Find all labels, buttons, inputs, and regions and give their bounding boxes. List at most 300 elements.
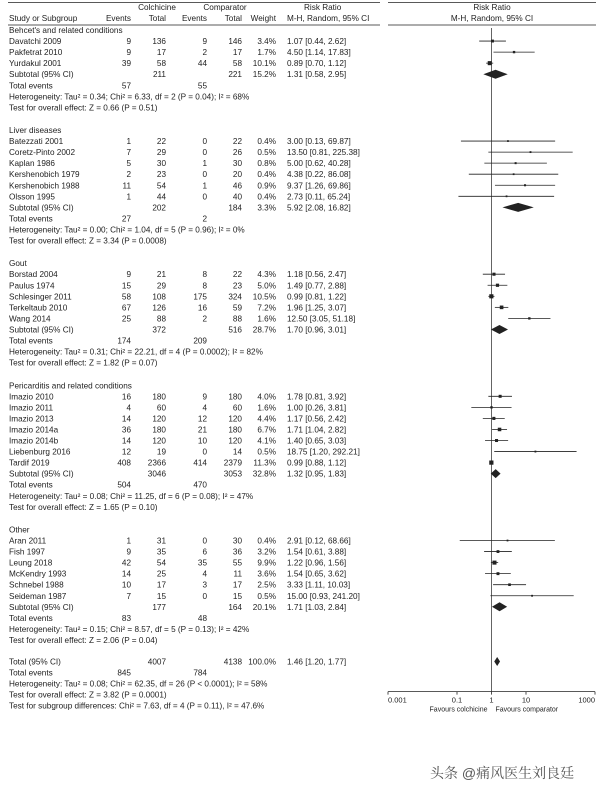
overall-ci: 1.46 [1.20, 1.77] [287,657,347,667]
total-colchicine: 29 [156,148,166,158]
risk-ratio-ci: 13.50 [0.81, 225.38] [287,148,360,158]
events-colchicine: 5 [126,159,131,169]
overall-diamond [494,657,500,666]
events-comparator: 1 [202,159,207,169]
events-comparator: 12 [197,414,207,424]
heterogeneity-text: Heterogeneity: Tau² = 0.31; Chi² = 22.21, df = 4 (P = 0.0002); I² = 82% [9,347,263,357]
events-comparator: 8 [202,281,207,291]
total-colchicine: 44 [156,192,166,202]
study-name: Davatchi 2009 [9,37,62,47]
study-name: Imazio 2014a [9,425,59,435]
study-name: Fish 1997 [9,547,45,557]
study-name: Olsson 1995 [9,192,55,202]
subtotal-diamond [492,602,507,611]
study-name: Borstad 2004 [9,270,58,280]
subtotal-ci: 1.70 [0.96, 3.01] [287,325,347,335]
events-comparator: 6 [202,547,207,557]
events-colchicine: 11 [122,181,131,191]
risk-ratio-ci: 1.22 [0.96, 1.56] [287,558,347,568]
study-name: Yurdakul 2001 [9,59,62,69]
study-name: Kershenobich 1979 [9,170,80,180]
subtotal-weight: 3.3% [257,203,276,213]
events-colchicine: 16 [121,392,131,402]
subtotal-ci: 1.71 [1.03, 2.84] [287,602,347,612]
x-axis-tick-label: 1000 [578,695,595,705]
risk-ratio-ci: 1.54 [0.61, 3.88] [287,547,347,557]
header-total-2: Total [224,14,242,23]
total-events-colchicine: 83 [121,613,131,623]
overall-effect-text: Test for overall effect: Z = 0.66 (P = 0.51) [9,103,158,113]
total-events-colchicine: 504 [117,480,131,490]
weight-value: 0.5% [257,591,276,601]
subtotal-total-colchicine: 3046 [147,469,166,479]
weight-value: 1.6% [257,314,276,324]
events-colchicine: 9 [126,48,131,58]
events-comparator: 0 [202,536,207,546]
point-estimate-square [497,550,500,553]
events-colchicine: 9 [126,270,131,280]
total-comparator: 22 [232,270,242,280]
risk-ratio-ci: 1.96 [1.25, 3.07] [287,303,347,313]
risk-ratio-ci: 1.78 [0.81, 3.92] [287,392,347,402]
events-comparator: 4 [202,403,207,413]
events-colchicine: 7 [126,148,131,158]
events-comparator: 3 [202,580,207,590]
study-name: Imazio 2011 [9,403,53,413]
subgroup-title: Liver diseases [9,126,62,136]
risk-ratio-ci: 18.75 [1.20, 292.21] [287,447,360,457]
subtotal-total-comparator: 516 [228,325,242,335]
total-events-label: Total events [9,613,53,623]
heterogeneity-text: Heterogeneity: Tau² = 0.15; Chi² = 8.57, df = 5 (P = 0.13); I² = 42% [9,624,250,634]
risk-ratio-ci: 4.50 [1.14, 17.83] [287,48,351,58]
study-name: Kershenobich 1988 [9,181,80,191]
events-comparator: 8 [202,270,207,280]
weight-value: 4.1% [257,436,276,446]
risk-ratio-ci: 1.17 [0.56, 2.42] [287,414,347,424]
study-name: Aran 2011 [9,536,47,546]
total-colchicine: 60 [156,403,166,413]
subtotal-diamond [483,70,507,79]
weight-value: 3.6% [257,569,276,579]
overall-heterogeneity: Heterogeneity: Tau² = 0.08; Chi² = 62.35, df = 26 (P < 0.0001); I² = 58% [9,679,268,689]
weight-value: 10.1% [252,59,276,69]
x-axis-tick-label: 0.1 [451,695,463,705]
study-name: Liebenburg 2016 [9,447,71,457]
events-colchicine: 4 [126,403,131,413]
subtotal-weight: 15.2% [252,70,276,80]
events-comparator: 175 [193,292,207,302]
point-estimate-square [498,428,502,432]
events-comparator: 1 [202,181,207,191]
weight-value: 0.4% [257,170,276,180]
risk-ratio-ci: 1.00 [0.26, 3.81] [287,403,347,413]
events-colchicine: 1 [126,192,131,202]
events-colchicine: 9 [126,547,131,557]
events-colchicine: 7 [126,591,131,601]
study-name: Coretz-Pinto 2002 [9,148,75,158]
total-comparator: 30 [232,159,242,169]
point-estimate-square [508,583,511,586]
risk-ratio-ci: 3.33 [1.11, 10.03] [287,580,351,590]
total-comparator: 55 [232,558,242,568]
subtotal-total-comparator: 164 [228,602,242,612]
total-colchicine: 108 [152,292,166,302]
weight-value: 3.2% [257,547,276,557]
weight-value: 10.5% [252,292,276,302]
study-name: Imazio 2014b [9,436,59,446]
weight-value: 5.0% [257,281,276,291]
x-axis-tick-label: 10 [521,695,531,705]
point-estimate-square [513,173,515,175]
point-estimate-square [513,51,515,53]
events-colchicine: 25 [121,314,131,324]
total-colchicine: 19 [156,447,166,457]
study-name: Batezzati 2001 [9,137,64,147]
overall-weight: 100.0% [248,657,276,667]
weight-value: 0.9% [257,181,276,191]
weight-value: 4.4% [257,414,276,424]
weight-value: 0.8% [257,159,276,169]
total-colchicine: 54 [156,558,166,568]
point-estimate-square [492,273,495,276]
events-comparator: 10 [197,436,207,446]
point-estimate-square [492,561,496,565]
study-name: McKendry 1993 [9,569,67,579]
events-colchicine: 15 [121,281,131,291]
weight-value: 6.7% [257,425,276,435]
weight-value: 3.4% [257,37,276,47]
overall-total-events-colchicine: 845 [117,668,131,678]
total-colchicine: 136 [152,37,166,47]
study-name: Wang 2014 [9,314,51,324]
point-estimate-square [500,306,504,310]
total-colchicine: 120 [152,414,166,424]
weight-value: 0.5% [257,148,276,158]
events-colchicine: 1 [126,536,131,546]
total-colchicine: 54 [156,181,166,191]
subgroup-differences-test: Test for subgroup differences: Chi² = 7.63, df = 4 (P = 0.11), I² = 47.6% [9,701,265,711]
subtotal-label: Subtotal (95% CI) [9,70,74,80]
total-colchicine: 25 [156,569,166,579]
total-colchicine: 30 [156,159,166,169]
risk-ratio-ci: 15.00 [0.93, 241.20] [287,591,360,601]
study-name: Seideman 1987 [9,591,67,601]
events-colchicine: 14 [121,569,131,579]
study-name: Imazio 2010 [9,392,54,402]
subtotal-label: Subtotal (95% CI) [9,325,74,335]
x-axis-tick-label: 0.001 [388,695,407,705]
risk-ratio-ci: 1.49 [0.77, 2.88] [287,281,347,291]
total-comparator: 146 [228,37,242,47]
total-comparator: 120 [228,436,242,446]
total-comparator: 46 [232,181,242,191]
weight-value: 2.5% [257,580,276,590]
overall-total-colchicine: 4007 [147,657,166,667]
events-colchicine: 9 [126,37,131,47]
events-colchicine: 58 [121,292,131,302]
total-comparator: 17 [232,48,242,58]
total-colchicine: 88 [156,314,166,324]
events-comparator: 9 [202,392,207,402]
overall-total-events-label: Total events [9,668,53,678]
overall-effect: Test for overall effect: Z = 3.82 (P = 0.0001) [9,690,167,700]
total-colchicine: 120 [152,436,166,446]
total-comparator: 11 [233,569,242,579]
study-name: Kaplan 1986 [9,159,55,169]
study-name: Pakfetrat 2010 [9,48,63,58]
risk-ratio-ci: 1.71 [1.04, 2.82] [287,425,347,435]
weight-value: 0.4% [257,137,276,147]
favours-right-label: Favours comparator [495,706,559,714]
study-name: Paulus 1974 [9,281,55,291]
events-colchicine: 14 [121,414,131,424]
total-comparator: 2379 [223,458,242,468]
header-total-1: Total [148,14,166,23]
total-colchicine: 2366 [147,458,166,468]
events-colchicine: 12 [121,447,131,457]
overall-label: Total (95% CI) [9,657,61,667]
total-events-comparator: 2 [202,214,207,224]
subtotal-weight: 32.8% [252,469,276,479]
risk-ratio-ci: 9.37 [1.26, 69.86] [287,181,351,191]
header-events-1: Events [105,14,131,23]
watermark-text: 头条 @痛风医生刘良廷 [430,765,575,781]
total-events-label: Total events [9,336,53,346]
subtotal-diamond [491,469,501,478]
overall-effect-text: Test for overall effect: Z = 1.82 (P = 0.07) [9,358,158,368]
total-comparator: 22 [232,137,242,147]
risk-ratio-ci: 4.38 [0.22, 86.08] [287,170,351,180]
subtotal-total-colchicine: 211 [152,70,166,80]
total-colchicine: 22 [156,137,166,147]
total-comparator: 30 [232,536,242,546]
total-colchicine: 180 [152,425,166,435]
point-estimate-square [499,395,502,398]
subgroup-title: Behcet's and related conditions [9,26,123,35]
subtotal-ci: 5.92 [2.08, 16.82] [287,203,351,213]
risk-ratio-ci: 1.18 [0.56, 2.47] [287,270,347,280]
subtotal-weight: 28.7% [252,325,276,335]
total-comparator: 180 [228,425,242,435]
weight-value: 0.4% [257,536,276,546]
table-header [8,3,596,26]
risk-ratio-ci: 2.73 [0.11, 65.24] [287,192,351,202]
total-events-colchicine: 174 [117,336,131,346]
subgroup-title: Pericarditis and related conditions [9,381,132,391]
study-name: Terkeltaub 2010 [9,303,68,313]
subtotal-label: Subtotal (95% CI) [9,602,74,612]
subtotal-total-comparator: 221 [228,70,242,80]
total-colchicine: 29 [156,281,166,291]
header-rr-method-plot: M-H, Random, 95% CI [450,14,534,23]
point-estimate-square [507,540,509,542]
subtotal-total-comparator: 184 [228,203,242,213]
total-comparator: 26 [232,148,242,158]
weight-value: 11.3% [253,458,276,468]
total-comparator: 324 [228,292,242,302]
point-estimate-square [530,151,532,153]
favours-left-label: Favours colchicine [429,706,488,714]
total-colchicine: 23 [156,170,166,180]
events-comparator: 0 [202,170,207,180]
events-colchicine: 14 [121,436,131,446]
subgroup-title: Gout [9,259,27,269]
total-events-comparator: 470 [193,480,207,490]
events-colchicine: 36 [121,425,131,435]
point-estimate-square [496,284,499,287]
risk-ratio-ci: 1.07 [0.44, 2.62] [287,37,347,47]
total-comparator: 180 [228,392,242,402]
header-group1: Colchicine [138,3,176,12]
risk-ratio-ci: 3.00 [0.13, 69.87] [287,137,351,147]
total-comparator: 59 [232,303,242,313]
events-comparator: 9 [202,37,207,47]
study-name: Tardif 2019 [9,458,50,468]
point-estimate-square [492,417,495,420]
events-comparator: 0 [202,148,207,158]
total-colchicine: 21 [156,270,166,280]
total-colchicine: 15 [156,591,166,601]
events-comparator: 0 [202,137,207,147]
total-comparator: 58 [232,59,242,69]
events-colchicine: 42 [121,558,131,568]
total-colchicine: 126 [152,303,166,313]
total-events-colchicine: 27 [121,214,131,224]
subtotal-ci: 1.31 [0.58, 2.95] [287,70,347,80]
point-estimate-square [515,162,517,164]
risk-ratio-ci: 5.00 [0.62, 40.28] [287,159,351,169]
point-estimate-square [495,439,498,442]
total-comparator: 20 [232,170,242,180]
overall-effect-text: Test for overall effect: Z = 1.65 (P = 0.10) [9,502,158,512]
weight-value: 4.0% [257,392,276,402]
total-colchicine: 58 [156,59,166,69]
heterogeneity-text: Heterogeneity: Tau² = 0.08; Chi² = 11.25, df = 6 (P = 0.08); I² = 47% [9,491,254,501]
total-comparator: 15 [232,591,242,601]
total-colchicine: 35 [156,547,166,557]
subtotal-ci: 1.32 [0.95, 1.83] [287,469,347,479]
risk-ratio-ci: 0.99 [0.81, 1.22] [287,292,347,302]
total-events-label: Total events [9,81,53,91]
weight-value: 0.5% [257,447,276,457]
header-study: Study or Subgroup [9,14,78,23]
events-colchicine: 10 [121,580,131,590]
total-comparator: 40 [232,192,242,202]
subtotal-total-colchicine: 177 [152,602,166,612]
heterogeneity-text: Heterogeneity: Tau² = 0.00; Chi² = 1.04, df = 5 (P = 0.96); I² = 0% [9,225,245,235]
header-rr-title: Risk Ratio [304,3,342,12]
subtotal-total-colchicine: 372 [152,325,166,335]
risk-ratio-ci: 0.89 [0.70, 1.12] [287,59,347,69]
point-estimate-square [497,572,500,575]
x-axis-tick-label: 1 [489,695,494,705]
events-comparator: 21 [197,425,207,435]
weight-value: 1.7% [257,48,276,58]
events-colchicine: 39 [121,59,131,69]
events-comparator: 44 [197,59,207,69]
subgroup-title: Other [9,525,30,535]
point-estimate-square [524,184,526,186]
weight-value: 0.4% [257,192,276,202]
total-events-colchicine: 57 [121,81,131,91]
risk-ratio-ci: 12.50 [3.05, 51.18] [287,314,356,324]
events-comparator: 16 [197,303,207,313]
subtotal-label: Subtotal (95% CI) [9,469,74,479]
x-axis [388,28,595,714]
total-comparator: 88 [232,314,242,324]
total-events-comparator: 48 [197,613,207,623]
events-comparator: 0 [202,192,207,202]
subtotal-label: Subtotal (95% CI) [9,203,74,213]
subtotal-diamond [491,325,508,334]
risk-ratio-ci: 2.91 [0.12, 68.66] [287,536,351,546]
events-colchicine: 1 [126,137,131,147]
study-name: Schnebel 1988 [9,580,64,590]
total-comparator: 120 [228,414,242,424]
total-events-comparator: 55 [197,81,207,91]
total-comparator: 36 [232,547,242,557]
events-comparator: 2 [202,48,207,58]
events-comparator: 0 [202,591,207,601]
total-events-label: Total events [9,480,53,490]
header-rr-title-plot: Risk Ratio [473,3,511,12]
risk-ratio-ci: 1.40 [0.65, 3.03] [287,436,347,446]
study-name: Imazio 2013 [9,414,54,424]
overall-total-events-comparator: 784 [193,668,207,678]
risk-ratio-ci: 0.99 [0.88, 1.12] [287,458,347,468]
total-comparator: 17 [232,580,242,590]
events-comparator: 414 [193,458,207,468]
study-name: Leung 2018 [9,558,53,568]
watermark [430,765,574,781]
weight-value: 1.6% [257,403,276,413]
events-colchicine: 408 [117,458,131,468]
point-estimate-square [531,595,533,597]
heterogeneity-text: Heterogeneity: Tau² = 0.34; Chi² = 6.33, df = 2 (P = 0.04); I² = 68% [9,92,250,102]
events-comparator: 35 [197,558,207,568]
weight-value: 4.3% [257,270,276,280]
total-events-comparator: 209 [193,336,207,346]
total-events-label: Total events [9,214,53,224]
point-estimate-square [506,195,508,197]
events-colchicine: 67 [121,303,131,313]
weight-value: 7.2% [257,303,276,313]
risk-ratio-ci: 1.54 [0.65, 3.62] [287,569,347,579]
total-comparator: 14 [232,447,242,457]
header-weight: Weight [250,14,276,23]
overall-effect-text: Test for overall effect: Z = 3.34 (P = 0.0008) [9,236,167,246]
total-colchicine: 180 [152,392,166,402]
events-comparator: 4 [202,569,207,579]
total-comparator: 60 [232,403,242,413]
total-colchicine: 17 [156,48,166,58]
events-comparator: 2 [202,314,207,324]
overall-total-comparator: 4138 [223,657,242,667]
events-colchicine: 2 [126,170,131,180]
subtotal-weight: 20.1% [252,602,276,612]
point-estimate-square [535,451,537,453]
header-group2: Comparator [203,3,247,12]
total-colchicine: 17 [156,580,166,590]
total-comparator: 23 [232,281,242,291]
overall-effect-text: Test for overall effect: Z = 2.06 (P = 0.04) [9,635,158,645]
header-rr-method: M-H, Random, 95% CI [287,14,370,23]
subtotal-total-colchicine: 202 [152,203,166,213]
study-name: Schlesinger 2011 [9,292,72,302]
events-comparator: 0 [202,447,207,457]
subtotal-diamond [502,203,533,212]
